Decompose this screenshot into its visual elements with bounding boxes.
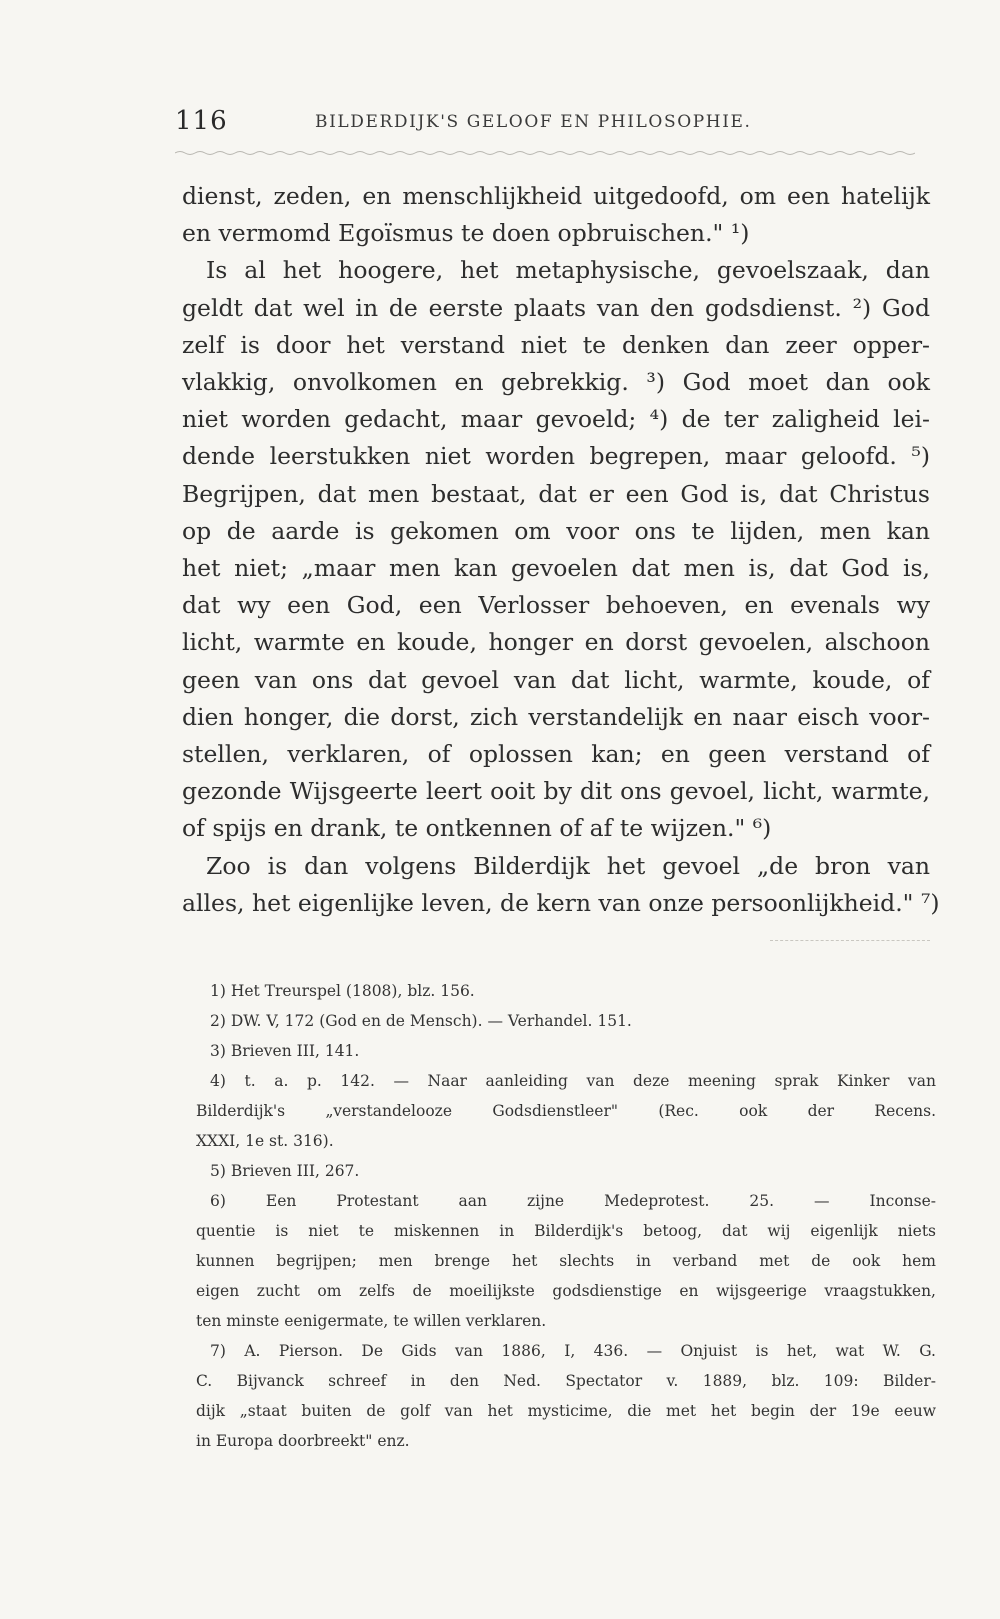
footnote-line: C. Bijvanck schreef in den Ned. Spectator v. 1889, blz. 109: Bilder- (196, 1372, 936, 1390)
text-line: Zoo is dan volgens Bilderdijk het gevoel „de bron van (206, 851, 930, 880)
text-line: dienst, zeden, en menschlijkheid uitgedoofd, om een hatelijk (182, 182, 930, 210)
footnote-line: 6) Een Protestant aan zijne Medeprotest. 25. — Inconse- (210, 1192, 936, 1210)
text-line: geen van ons dat gevoel van dat licht, warmte, koude, of (182, 665, 930, 694)
text-line: en vermomd Egoïsmus te doen opbruischen." ¹) (182, 219, 750, 248)
text-line: licht, warmte en koude, honger en dorst gevoelen, alschoon (182, 628, 930, 657)
text-line: dat wy een God, een Verlosser behoeven, en evenals wy (182, 591, 930, 620)
text-line: of spijs en drank, te ontkennen of af te wijzen." ⁶) (182, 814, 772, 843)
footnote-line: eigen zucht om zelfs de moeilijkste godsdienstige en wijsgeerige vraagstukken, (196, 1282, 936, 1300)
text-line: vlakkig, onvolkomen en gebrekkig. ³) God moet dan ook (182, 368, 930, 397)
footnote-line: 2) DW. V, 172 (God en de Mensch). — Verhandel. 151. (210, 1012, 632, 1030)
footnote-line: XXXI, 1e st. 316). (196, 1132, 334, 1150)
text-line: dien honger, die dorst, zich verstandelijk en naar eisch voor- (182, 702, 930, 731)
text-line: dende leerstukken niet worden begrepen, maar geloofd. ⁵) (182, 442, 930, 471)
running-head (175, 106, 945, 146)
text-line: niet worden gedacht, maar gevoeld; ⁴) de ter zaligheid lei- (182, 405, 930, 434)
running-title: BILDERDIJK'S GELOOF EN PHILOSOPHIE. (315, 112, 752, 132)
footnote-line: kunnen begrijpen; men brenge het slechts in verband met de ook hem (196, 1252, 936, 1270)
text-line: zelf is door het verstand niet te denken dan zeer opper- (182, 330, 930, 359)
footnote-separator (770, 940, 930, 942)
page-number: 116 (175, 106, 228, 136)
text-line: alles, het eigenlijke leven, de kern van onze persoonlijkheid." ⁷) (182, 888, 940, 917)
body-text (182, 178, 940, 922)
footnote-line: Bilderdijk's „verstandelooze Godsdienstleer" (Rec. ook der Recens. (196, 1102, 936, 1120)
text-line: op de aarde is gekomen om voor ons te lijden, men kan (182, 516, 930, 545)
footnote-line: dijk „staat buiten de golf van het mysticime, die met het begin der 19e eeuw (196, 1402, 936, 1420)
footnote-line: quentie is niet te miskennen in Bilderdijk's betoog, dat wij eigenlijk niets (196, 1222, 936, 1240)
footnote-line: 1) Het Treurspel (1808), blz. 156. (210, 982, 475, 1000)
text-line: Begrijpen, dat men bestaat, dat er een God is, dat Christus (182, 479, 930, 508)
footnote-line: in Europa doorbreekt" enz. (196, 1432, 410, 1450)
text-line: geldt dat wel in de eerste plaats van den godsdienst. ²) God (182, 293, 930, 322)
footnote-line: 4) t. a. p. 142. — Naar aanleiding van deze meening sprak Kinker van (210, 1072, 936, 1090)
text-line: het niet; „maar men kan gevoelen dat men is, dat God is, (182, 554, 930, 583)
footnote-line: 5) Brieven III, 267. (210, 1162, 360, 1180)
text-line: stellen, verklaren, of oplossen kan; en geen verstand of (182, 740, 930, 769)
text-line: gezonde Wijsgeerte leert ooit by dit ons gevoel, licht, warmte, (182, 777, 930, 806)
footnote-line: 3) Brieven III, 141. (210, 1042, 360, 1060)
header-wavy-rule (175, 150, 915, 156)
footnote-line: 7) A. Pierson. De Gids van 1886, I, 436. — Onjuist is het, wat W. G. (210, 1342, 936, 1360)
footnote-line: ten minste eenigermate, te willen verklaren. (196, 1312, 547, 1330)
text-line: Is al het hoogere, het metaphysische, gevoelszaak, dan (206, 256, 930, 285)
footnotes (196, 976, 936, 1456)
